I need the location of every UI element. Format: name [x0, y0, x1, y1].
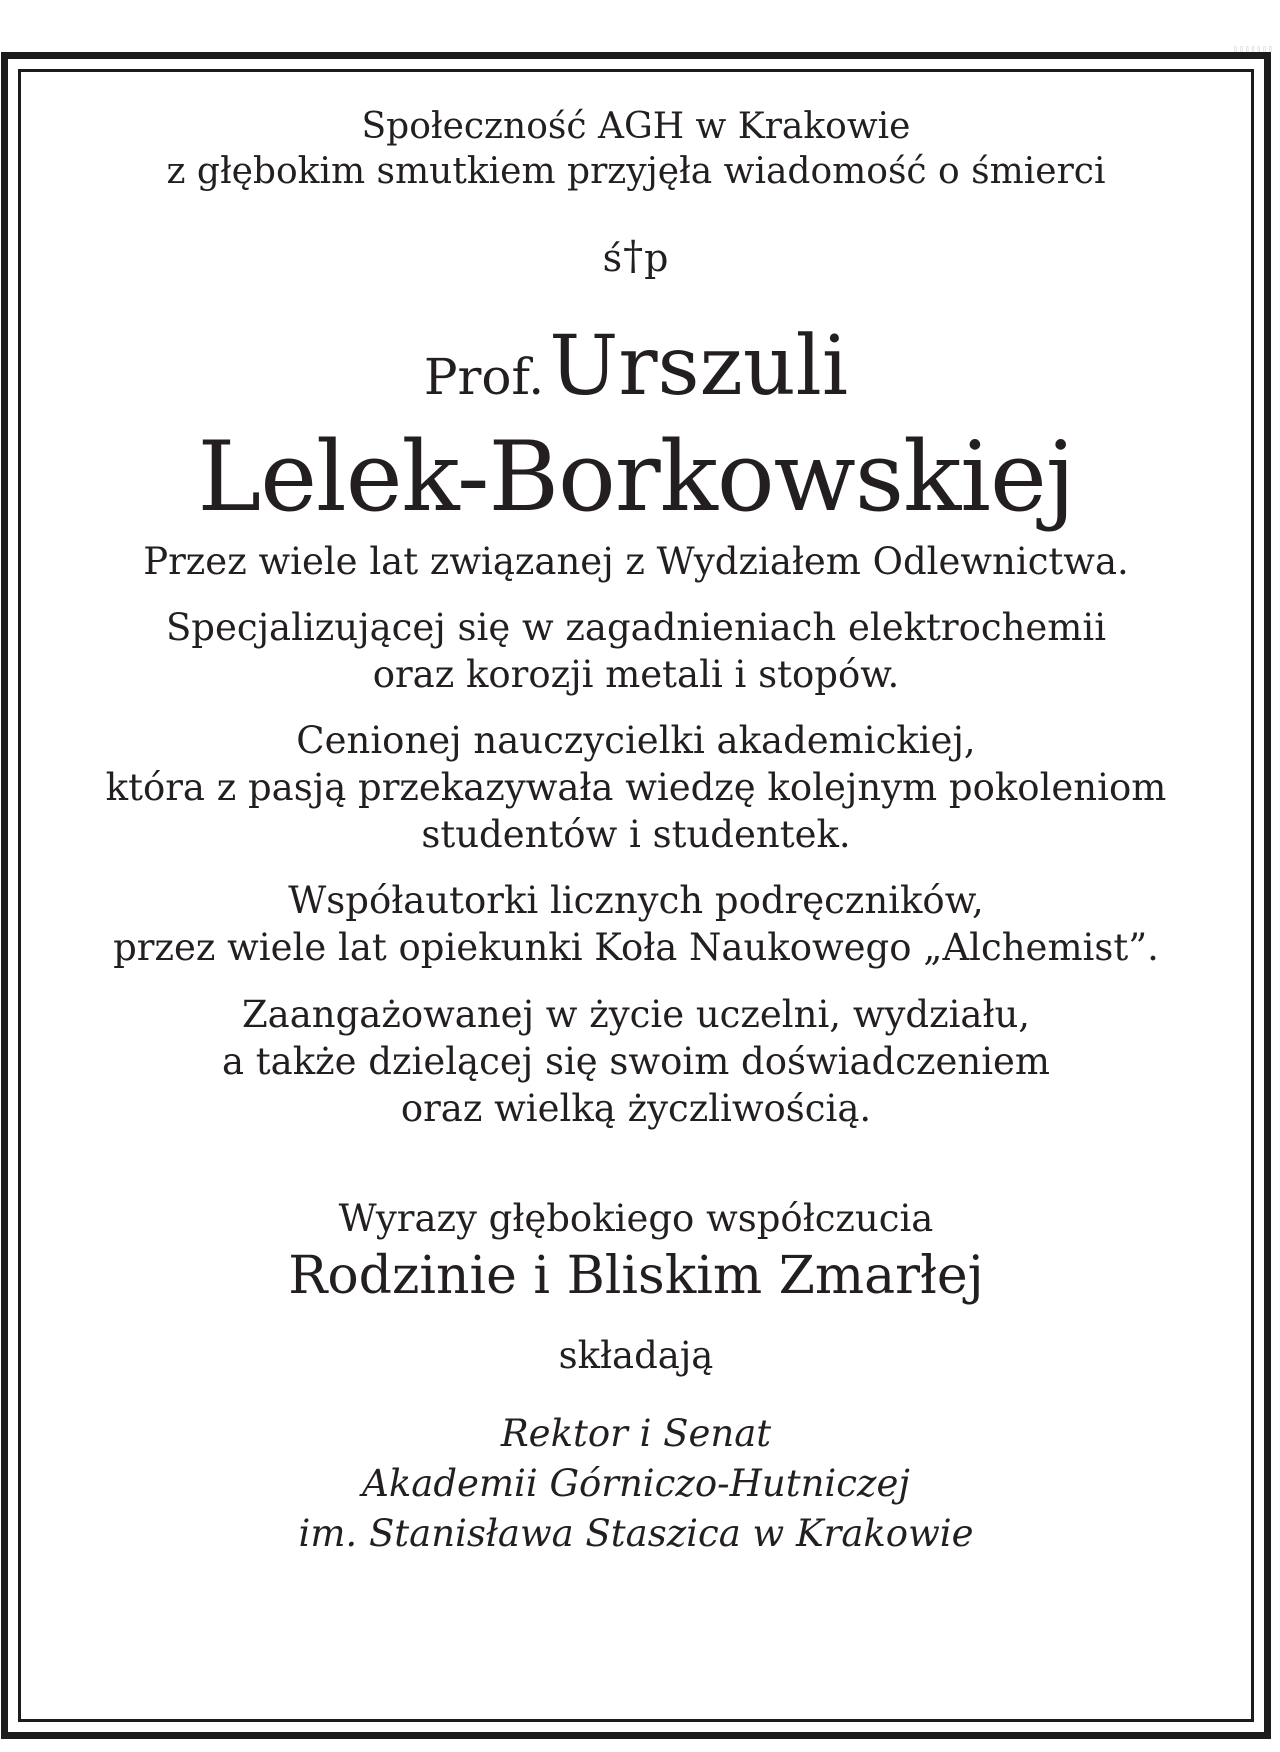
paragraph-5-line-2: a także dzielącej się swoim doświadczeniem [221, 1040, 1051, 1083]
deceased-first-line [21, 319, 1251, 414]
obituary-content [21, 72, 1251, 1719]
paragraph-3-line-1: Cenionej nauczycielki akademickiej, [296, 719, 976, 762]
surname: Lelek-Borkowskiej [197, 421, 1075, 533]
cross-icon: † [623, 233, 645, 279]
family-line: Rodzinie i Bliskim Zmarłej [288, 1246, 984, 1306]
paragraph-3-line-3: studentów i studentek. [421, 813, 851, 856]
stp-suffix: p [644, 236, 670, 280]
paragraph-2-line-1: Specjalizującej się w zagadnieniach elektrochemii [165, 606, 1107, 649]
intro-line-1: Społeczność AGH w Krakowie [361, 106, 911, 147]
intro-line-2: z głębokim smutkiem przyjęła wiadomość o śmierci [166, 151, 1106, 192]
condolence-line: Wyrazy głębokiego współczucia [338, 1197, 934, 1240]
paragraph-4-line-1: Współautorki licznych podręczników, [288, 879, 984, 922]
paragraph-5-line-1: Zaangażowanej w życie uczelni, wydziału, [241, 993, 1031, 1036]
outer-border-frame [1, 52, 1271, 1739]
paragraph-3-line-2: która z pasją przekazywała wiedzę kolejnym pokoleniom [105, 766, 1167, 809]
signature-line-3: im. Stanisława Staszica w Krakowie [298, 1512, 974, 1555]
paragraph-5-line-3: oraz wielką życzliwością. [400, 1087, 872, 1130]
paragraph-1-line-1: Przez wiele lat związanej z Wydziałem Odlewnictwa. [143, 540, 1129, 583]
academic-title: Prof. [423, 348, 545, 406]
first-name: Urszuli [549, 319, 849, 414]
inner-border-frame [18, 69, 1254, 1722]
paragraph-4-line-2: przez wiele lat opiekunki Koła Naukowego „Alchemist”. [113, 926, 1159, 969]
verb-line: składają [558, 1334, 714, 1377]
edge-print-mark: ▯▯▯▯▯▯▯ [1233, 44, 1274, 53]
stp-prefix: ś [602, 236, 624, 280]
paragraph-2-line-2: oraz korozji metali i stopów. [372, 653, 900, 696]
stp-abbreviation [21, 233, 1251, 280]
signature-line-2: Akademii Górniczo-Hutniczej [362, 1462, 910, 1505]
signature-line-1: Rektor i Senat [500, 1412, 772, 1455]
